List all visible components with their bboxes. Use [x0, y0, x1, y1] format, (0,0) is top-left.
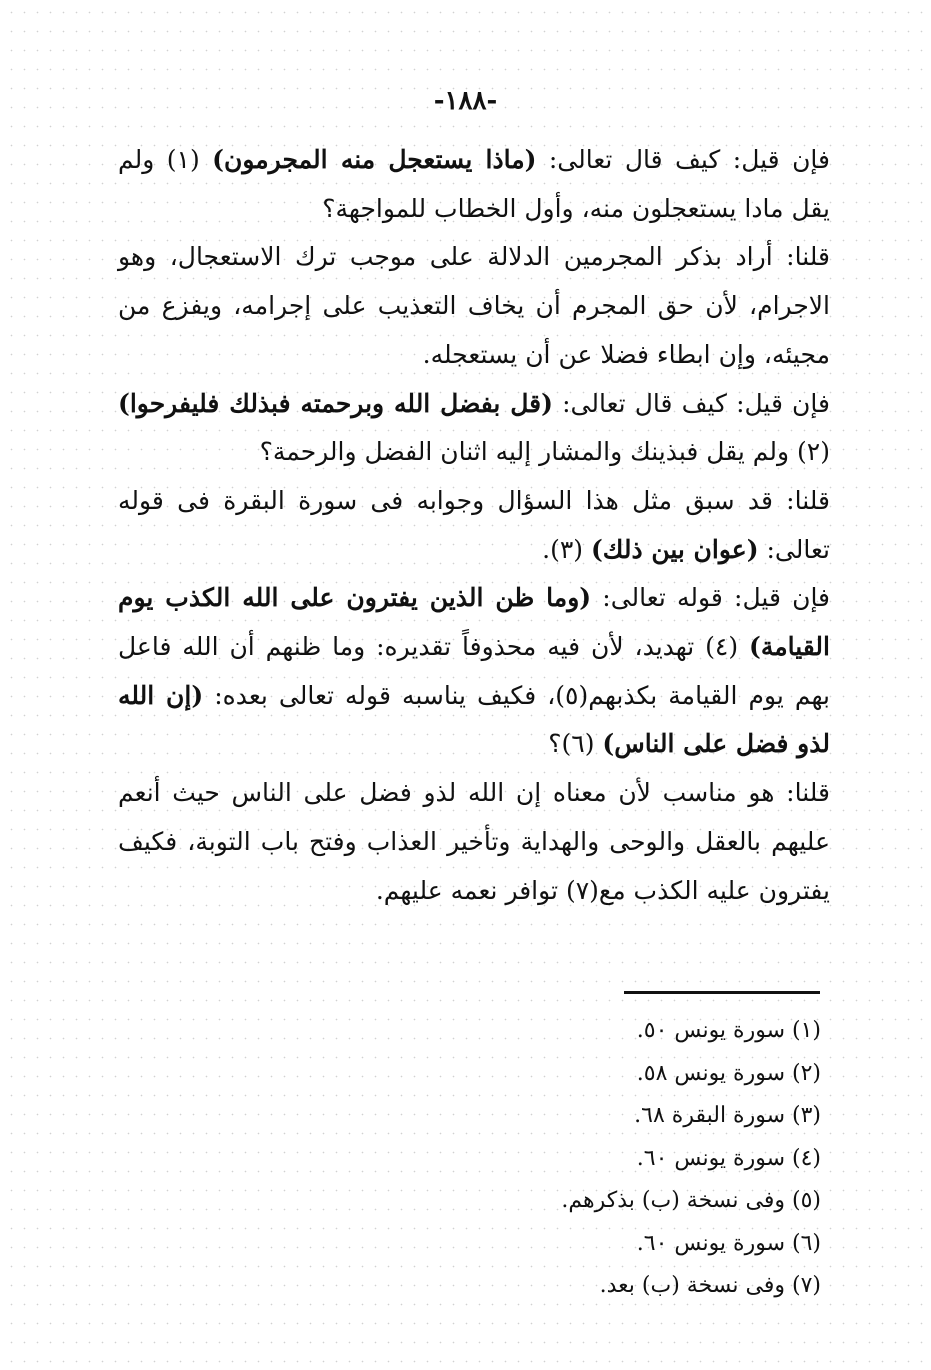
quran-quote: (وما ظن الذين يفترون على الله الكذب يوم القيامة): [118, 583, 830, 662]
text-segment: قلنا: أراد بذكر المجرمين الدلالة على موجب ترك الاستعجال، وهو الاجرام، لأن حق المجرم أن يخاف التعذيب على إجرامه، ويفزع من مجيئه، وإن ابطاء فضلا عن أن يستعجله.: [118, 242, 830, 369]
footnote: (٣) سورة البقرة ٦٨.: [634, 1103, 821, 1128]
footnote: (١) سورة يونس ٥٠.: [636, 1018, 821, 1043]
paragraph: [118, 574, 830, 769]
text-segment: (٦)؟: [548, 729, 603, 759]
text-segment: (١) ولم يقل مادا يستعجلون منه، وأول الخطاب للمواجهة؟: [118, 145, 830, 223]
quran-quote: (ماذا يستعجل منه المجرمون): [212, 145, 537, 174]
page-number: -١٨٨-: [433, 86, 498, 116]
footnote: (٤) سورة يونس ٦٠.: [636, 1145, 821, 1171]
footnote-separator: [624, 991, 820, 994]
footnote: (٥) وفى نسخة (ب) بذكرهم.: [561, 1188, 821, 1213]
footnote: (٧) وفى نسخة (ب) بعد.: [599, 1273, 821, 1298]
paragraph: [118, 233, 830, 379]
text-segment: قلنا: قد سبق مثل هذا السؤال وجوابه فى سورة البقرة فى قوله تعالى:: [118, 485, 830, 564]
text-segment: (٣).: [542, 534, 591, 564]
quran-quote: (قل بفضل الله وبرحمته فبذلك فليفرحوا): [118, 388, 553, 418]
paragraph: [118, 136, 830, 233]
paragraph: [118, 380, 830, 477]
text-segment: (٢) ولم يقل فبذينك والمشار إليه اثنان الفضل والرحمة؟: [259, 437, 830, 467]
paragraph: [118, 769, 830, 915]
footnote: (٢) سورة يونس ٥٨.: [636, 1060, 821, 1086]
footnote: (٦) سورة يونس ٦٠.: [636, 1230, 821, 1256]
text-segment: فإن قيل: كيف قال تعالى:: [536, 145, 830, 174]
text-segment: قلنا: هو مناسب لأن معناه إن الله لذو فضل على الناس حيث أنعم عليهم بالعقل والوحى والهداية وتأخير العذاب وفتح باب التوبة، فكيف يفترون عليه الكذب مع(٧) توافر نعمه عليهم.: [118, 778, 830, 905]
text-segment: فإن قيل: كيف قال تعالى:: [552, 388, 830, 418]
quran-quote: (عوان بين ذلك): [590, 534, 759, 564]
text-segment: (٤) تهديد، لأن فيه محذوفاً تقديره: وما ظنهم أن الله فاعل بهم يوم القيامة بكذبهم(٥)، فكيف يناسبه قوله تعالى بعده:: [118, 632, 830, 710]
quran-quote: (إن الله لذو فضل على الناس): [118, 680, 830, 759]
main-text: [118, 136, 830, 915]
paragraph: [118, 477, 830, 574]
text-segment: فإن قيل: قوله تعالى:: [591, 583, 831, 613]
footnotes: [421, 1010, 821, 1308]
